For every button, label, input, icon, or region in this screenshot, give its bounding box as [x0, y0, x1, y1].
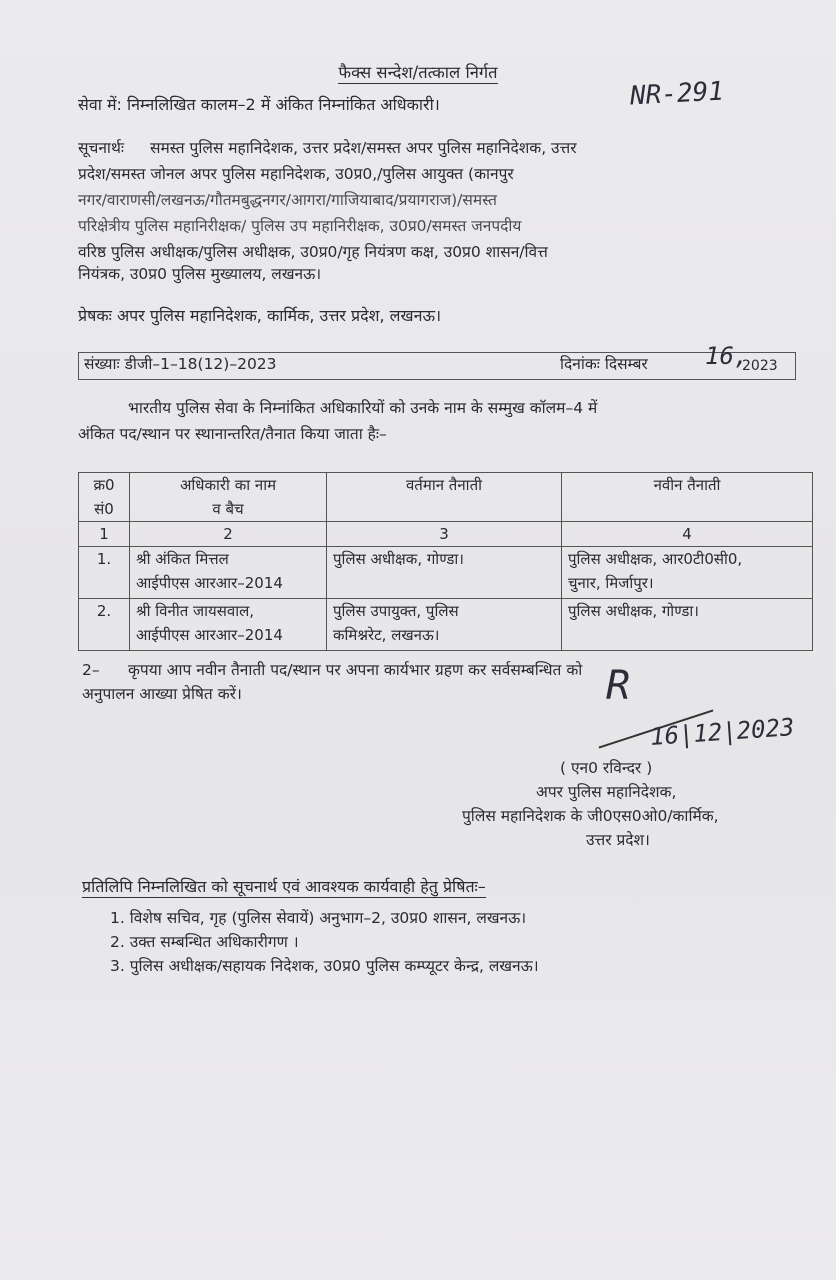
signature-date: 16|12|2023 — [649, 712, 796, 752]
signatory-designation-1: अपर पुलिस महानिदेशक, — [536, 783, 677, 801]
row-2-new: पुलिस अधीक्षक, गोण्डा। — [562, 599, 813, 651]
intro-line-1: भारतीय पुलिस सेवा के निम्नांकित अधिकारियों को उनके नाम के सम्मुख कॉलम–4 में — [128, 399, 598, 417]
copy-item-2: 2. उक्त सम्बन्धित अधिकारीगण । — [110, 933, 299, 951]
para2-line-1: कृपया आप नवीन तैनाती पद/स्थान पर अपना कार्यभार ग्रहण कर सर्वसम्बन्धित को — [128, 661, 583, 679]
row-1-name: श्री अंकित मित्तल आईपीएस आरआर–2014 — [130, 547, 327, 599]
info-line-6: नियंत्रक, उ0प्र0 पुलिस मुख्यालय, लखनऊ। — [78, 265, 322, 283]
info-line-4: परिक्षेत्रीय पुलिस महानिरीक्षक/ पुलिस उप महानिरीक्षक, उ0प्र0/समस्त जनपदीय — [78, 217, 522, 235]
intro-line-2: अंकित पद/स्थान पर स्थानान्तरित/तैनात किया जाता हैः– — [78, 425, 387, 443]
colnum-3: 3 — [327, 522, 562, 547]
table-row — [79, 599, 813, 651]
info-line-3: नगर/वाराणसी/लखनऊ/गौतमबुद्धनगर/आगरा/गाजियाबाद/प्रयागराज)/समस्त — [78, 191, 497, 209]
para2-line-2: अनुपालन आख्या प्रेषित करें। — [82, 685, 242, 703]
row-2-current: पुलिस उपायुक्त, पुलिस कमिश्नरेट, लखनऊ। — [327, 599, 562, 651]
reference-date-label: दिनांकः दिसम्बर — [560, 355, 648, 373]
signatory-name: ( एन0 रविन्दर ) — [560, 759, 653, 777]
header-name: अधिकारी का नाम व बैच — [130, 473, 327, 522]
para2-number: 2– — [82, 661, 100, 679]
header-sno: क्र0 सं0 — [79, 473, 130, 522]
table-row — [79, 547, 813, 599]
info-label: सूचनार्थः — [78, 139, 124, 157]
signatory-designation-3: उत्तर प्रदेश। — [586, 831, 650, 849]
header-current: वर्तमान तैनाती — [327, 473, 562, 522]
copy-item-3: 3. पुलिस अधीक्षक/सहायक निदेशक, उ0प्र0 पुलिस कम्प्यूटर केन्द्र, लखनऊ। — [110, 957, 539, 975]
colnum-4: 4 — [562, 522, 813, 547]
info-line-5: वरिष्ठ पुलिस अधीक्षक/पुलिस अधीक्षक, उ0प्र0/गृह नियंत्रण कक्ष, उ0प्र0 शासन/वित्त — [78, 243, 548, 261]
table-header-row — [79, 473, 813, 522]
reference-date-day: 16, — [705, 342, 749, 370]
to-line: सेवा में: निम्नलिखित कालम–2 में अंकित निम्नांकित अधिकारी। — [78, 95, 440, 114]
document-title: फैक्स सन्देश/तत्काल निर्गत — [338, 63, 498, 82]
handwritten-reference: NR-291 — [629, 76, 725, 112]
reference-date-year: 2023 — [742, 358, 778, 374]
row-2-sno: 2. — [79, 599, 130, 651]
colnum-1: 1 — [79, 522, 130, 547]
header-new: नवीन तैनाती — [562, 473, 813, 522]
row-2-name: श्री विनीत जायसवाल, आईपीएस आरआर–2014 — [130, 599, 327, 651]
copy-heading: प्रतिलिपि निम्नलिखित को सूचनार्थ एवं आवश्यक कार्यवाही हेतु प्रेषितः– — [82, 877, 486, 896]
colnum-2: 2 — [130, 522, 327, 547]
info-line-2: प्रदेश/समस्त जोनल अपर पुलिस महानिदेशक, उ0प्र0,/पुलिस आयुक्त (कानपुर — [78, 165, 514, 183]
info-line-1: समस्त पुलिस महानिदेशक, उत्तर प्रदेश/समस्त अपर पुलिस महानिदेशक, उत्तर — [150, 139, 577, 157]
column-number-row — [79, 522, 813, 547]
sender-line: प्रेषकः अपर पुलिस महानिदेशक, कार्मिक, उत्तर प्रदेश, लखनऊ। — [78, 306, 442, 325]
posting-table — [78, 472, 813, 651]
copy-item-1: 1. विशेष सचिव, गृह (पुलिस सेवायें) अनुभाग–2, उ0प्र0 शासन, लखनऊ। — [110, 909, 527, 927]
row-1-new: पुलिस अधीक्षक, आर0टी0सी0, चुनार, मिर्जापुर। — [562, 547, 813, 599]
row-1-current: पुलिस अधीक्षक, गोण्डा। — [327, 547, 562, 599]
signatory-designation-2: पुलिस महानिदेशक के जी0एस0ओ0/कार्मिक, — [462, 807, 719, 825]
signature-initials: R — [606, 663, 631, 709]
row-1-sno: 1. — [79, 547, 130, 599]
reference-number: संख्याः डीजी–1–18(12)–2023 — [84, 355, 277, 373]
